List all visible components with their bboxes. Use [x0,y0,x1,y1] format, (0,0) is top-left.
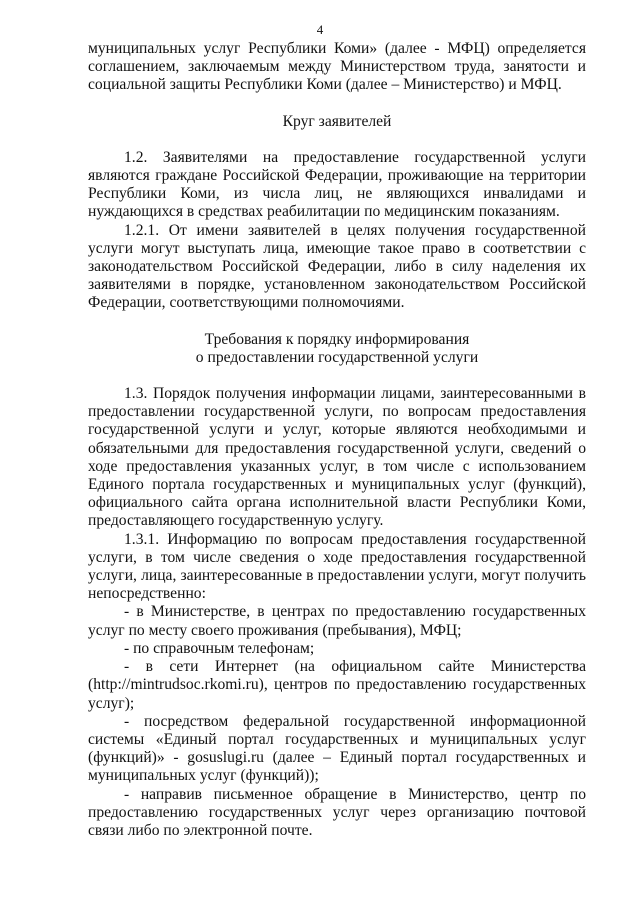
paragraph-1-3-1: 1.3.1. Информацию по вопросам предоставления государственной услуги, в том числе сведения о ходе предоставления государственной услуги, лица, заинтересованные в предоставлении услуги, могут получить непосредственно: [88,530,586,603]
paragraph-1-2-1: 1.2.1. От имени заявителей в целях получения государственной услуги могут выступать лица, имеющие такое право в соответствии с законодательством Российской Федерации, либо в силу наделения их заявителями в порядке, установленном законодательством Российской Федерации, соответствующими полномочиями. [88,221,586,312]
paragraph-1-2: 1.2. Заявителями на предоставление государственной услуги являются граждане Российской Федерации, проживающие на территории Республики Коми, из числа лиц, не являющихся инвалидами и нуждающихся в средствах реабилитации по медицинским показаниям. [88,148,586,221]
paragraph-1-3: 1.3. Порядок получения информации лицами, заинтересованными в предоставлении государственной услуги, по вопросам предоставления государственной услуги и услуг, которые являются необходимыми и обязательными для предоставления государственной услуги, сведений о ходе предоставления указанных услуг, в том числе с использованием Единого портала государственных и муниципальных услуг (функций), официального сайта органа исполнительной власти Республики Коми, предоставляющего государственную услугу. [88,385,586,530]
list-item: - по справочным телефонам; [124,639,315,657]
list-item: - в сети Интернет (на официальном сайте Министерства (http://mintrudsoc.rkomi.ru), центров по предоставлению государственных услуг); [88,658,586,712]
list-item: - посредством федеральной государственной информационной системы «Единый портал государственных и муниципальных услуг (функций)» - gosuslugi.ru (далее – Единый портал государственных и муниципальных услуг (функций)); [88,712,586,785]
list-item: - в Министерстве, в центрах по предоставлению государственных услуг по месту своего проживания (пребывания), МФЦ; [88,603,586,639]
list-item: - направив письменное обращение в Министерство, центр по предоставлению государственных услуг через организацию почтовой связи либо по электронной почте. [88,785,586,839]
section-heading-informing-line1: Требования к порядку информирования [204,330,470,348]
section-heading-informing-line2: о предоставлении государственной услуги [195,348,479,366]
page-number: 4 [316,22,324,37]
document-body [88,40,586,840]
section-heading-applicants: Круг заявителей [282,112,392,130]
paragraph-continuation: муниципальных услуг Республики Коми» (далее - МФЦ) определяется соглашением, заключаемым между Министерством труда, занятости и социальной защиты Республики Коми (далее – Министерство) и МФЦ. [88,40,586,94]
